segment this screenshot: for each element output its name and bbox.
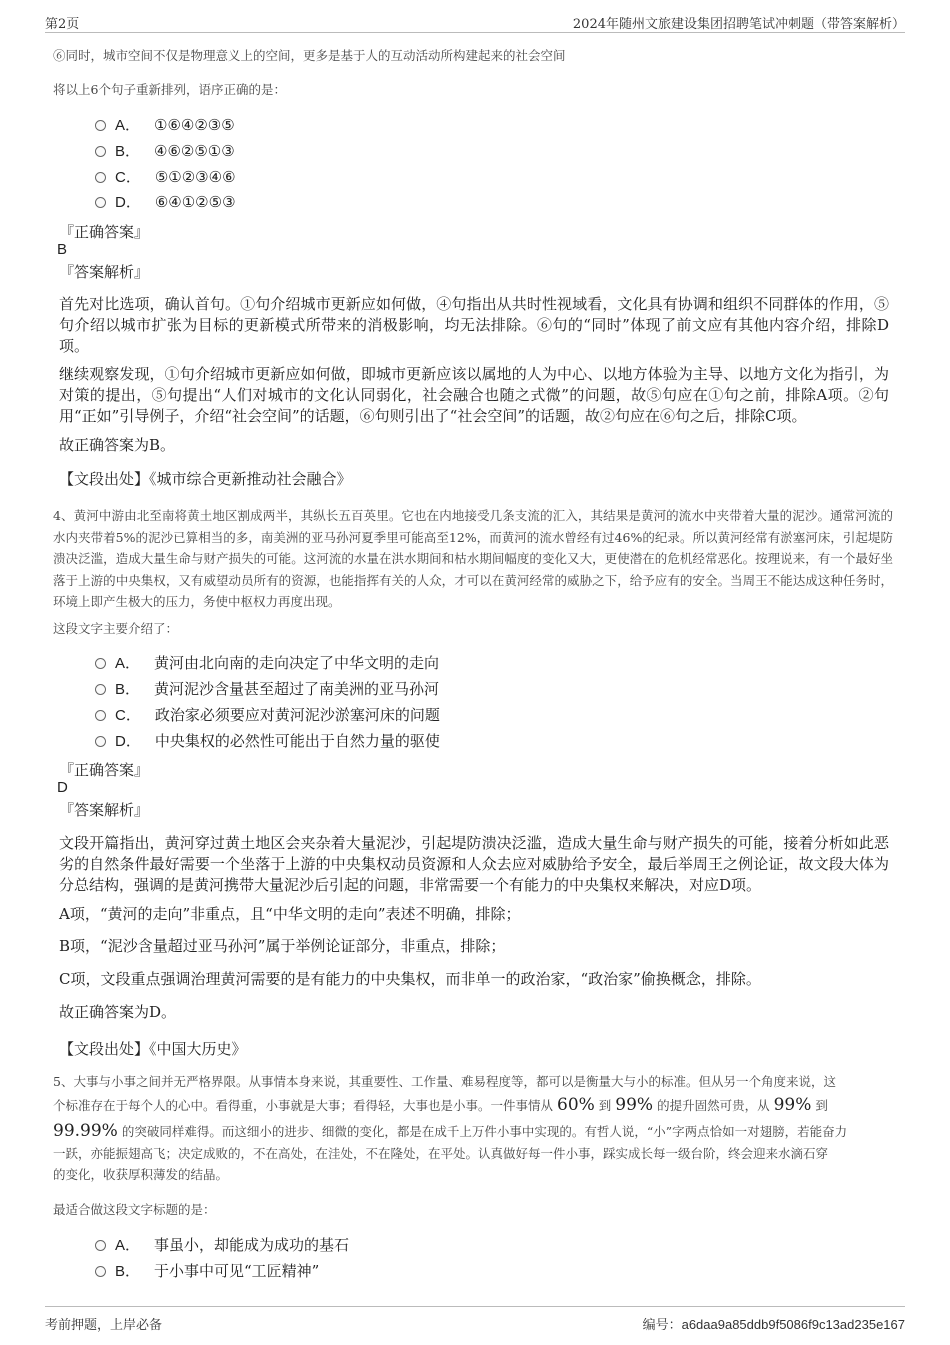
document-title: 2024年随州文旅建设集团招聘笔试冲刺题（带答案解析）: [572, 17, 905, 32]
page-number: 第2页: [45, 17, 80, 32]
radio-icon[interactable]: [95, 172, 106, 183]
q3-analysis-p2: 继续观察发现，①句介绍城市更新应如何做，即城市更新应该以属地的人为中心、以地方体验为主导、以地方文化为指引，为对策的提出，⑤句提出“人们对城市的文化认同弱化，社会融合也随之式微”的问题，故⑤句应在①句之前，排除A项。②句用“正如”引导例子，介绍“社会空间”的话题，⑥句则引出了“社会空间”的话题，故②句应在⑥句之后，排除C项。: [59, 365, 889, 425]
radio-icon[interactable]: [95, 1266, 106, 1277]
radio-icon[interactable]: [95, 684, 106, 695]
radio-icon[interactable]: [95, 658, 106, 669]
q4-analysis-p5: 故正确答案为D。: [59, 1003, 177, 1021]
q4-option-c[interactable]: C． 政治家必须要应对黄河泥沙淤塞河床的问题: [95, 704, 440, 726]
q5-stem-line3: 99.99% 的突破同样难得。而这细小的进步、细微的变化，都是在成千上万件小事中实现的。有哲人说，“小”字两点恰如一对翅膀，若能奋力: [53, 1121, 848, 1141]
q4-option-a[interactable]: A． 黄河由北向南的走向决定了中华文明的走向: [95, 652, 439, 674]
document-code: 编号：a6daa9a85ddb9f5086f9c13ad235e167: [642, 1317, 905, 1333]
q4-analysis-label: 『答案解析』: [59, 801, 150, 819]
radio-icon[interactable]: [95, 146, 106, 157]
q3-option-a[interactable]: A． ①⑥④②③⑤: [95, 114, 235, 136]
page-footer: [45, 1306, 905, 1337]
q4-analysis-p1: 文段开篇指出，黄河穿过黄土地区会夹杂着大量泥沙，引起堤防溃决泛滥，造成大量生命与财产损失的可能，接着分析如此恶劣的自然条件最好需要一个坐落于上游的中央集权动员资源和人众去应对威胁给予安全，最后举周王之例论证，故文段大体为分总结构，强调的是黄河携带大量泥沙后引起的问题，非常需要一个有能力的中央集权来解决，对应D项。: [59, 834, 889, 894]
page-header: [45, 10, 905, 33]
q4-option-b[interactable]: B． 黄河泥沙含量甚至超过了南美洲的亚马孙河: [95, 678, 439, 700]
radio-icon[interactable]: [95, 1240, 106, 1251]
q3-option-b[interactable]: B． ④⑥②⑤①③: [95, 140, 235, 162]
q3-sentence-6: ⑥同时，城市空间不仅是物理意义上的空间，更多是基于人的互动活动所构建起来的社会空间: [53, 48, 566, 63]
q3-source: 【文段出处】《城市综合更新推动社会融合》: [59, 470, 352, 488]
q4-analysis-p4: C项，文段重点强调治理黄河需要的是有能力的中央集权，而非单一的政治家，“政治家”偷换概念，排除。: [59, 970, 761, 988]
radio-icon[interactable]: [95, 197, 106, 208]
q5-option-b[interactable]: B． 于小事中可见“工匠精神”: [95, 1260, 319, 1282]
q3-analysis-label: 『答案解析』: [59, 263, 150, 281]
q5-prompt: 最适合做这段文字标题的是：: [53, 1202, 216, 1217]
q3-answer-label: 『正确答案』: [59, 223, 150, 241]
footer-slogan: 考前押题，上岸必备: [45, 1318, 163, 1333]
q4-option-d[interactable]: D． 中央集权的必然性可能出于自然力量的驱使: [95, 730, 440, 752]
radio-icon[interactable]: [95, 120, 106, 131]
q5-option-a[interactable]: A． 事虽小，却能成为成功的基石: [95, 1234, 349, 1256]
q3-answer: B: [57, 241, 68, 258]
q3-analysis-p1: 首先对比选项，确认首句。①句介绍城市更新应如何做，④句指出从共时性视域看，文化具有协调和组织不同群体的作用，⑤句介绍以城市扩张为目标的更新模式所带来的消极影响，均无法排除。⑥句的“同时”体现了前文应有其他内容介绍，排除D项。: [59, 295, 889, 355]
q4-analysis-p3: B项，“泥沙含量超过亚马孙河”属于举例论证部分，非重点，排除；: [59, 937, 506, 955]
q5-stem-line4: 一跃，亦能振翅高飞；决定成败的，不在高处，在洼处，不在隆处，在平处。认真做好每一件小事，踩实成长每一级台阶，终会迎来水滴石穿: [53, 1146, 829, 1161]
q5-stem-line1: 5、大事与小事之间并无严格界限。从事情本身来说，其重要性、工作量、难易程度等，都可以是衡量大与小的标准。但从另一个角度来说，这: [53, 1074, 836, 1089]
q5-stem-line2: 个标准存在于每个人的心中。看得重，小事就是大事；看得轻，大事也是小事。一件事情从 60% 到 99% 的提升固然可贵，从 99% 到: [53, 1095, 828, 1115]
radio-icon[interactable]: [95, 736, 106, 747]
radio-icon[interactable]: [95, 710, 106, 721]
q3-prompt: 将以上6个句子重新排列，语序正确的是：: [53, 82, 286, 97]
q3-option-d[interactable]: D． ⑥④①②⑤③: [95, 191, 236, 213]
q4-stem: 4、黄河中游由北至南将黄土地区割成两半，其纵长五百英里。它也在内地接受几条支流的汇入，其结果是黄河的流水中夹带着大量的泥沙。通常河流的水内夹带着5%的泥沙已算相当的多，南美洲的亚马孙河夏季里可能高至12%，而黄河的流水曾经有过46%的纪录。所以黄河经常有淤塞河床，引起堤防溃决泛滥，造成大量生命与财产损失的可能。这河流的水量在洪水期间和枯水期间幅度的变化又大，更使潜在的危机经常恶化。按理说来，有一个最好坐落于上游的中央集权，又有威望动员所有的资源，也能指挥有关的人众，才可以在黄河经常的威胁之下，给予应有的安全。当周王不能达成这种任务时，环境上即产生极大的压力，务使中枢权力再度出现。: [53, 508, 893, 609]
q5-stem-line5: 的变化，收获厚积薄发的结晶。: [53, 1167, 229, 1182]
q3-option-c[interactable]: C． ⑤①②③④⑥: [95, 166, 236, 188]
q3-analysis-p3: 故正确答案为B。: [59, 436, 176, 454]
q4-answer: D: [57, 779, 68, 796]
q4-answer-label: 『正确答案』: [59, 761, 150, 779]
q4-source: 【文段出处】《中国大历史》: [59, 1040, 247, 1058]
q4-prompt: 这段文字主要介绍了：: [53, 621, 179, 636]
q4-analysis-p2: A项，“黄河的走向”非重点，且“中华文明的走向”表述不明确，排除；: [59, 905, 521, 923]
